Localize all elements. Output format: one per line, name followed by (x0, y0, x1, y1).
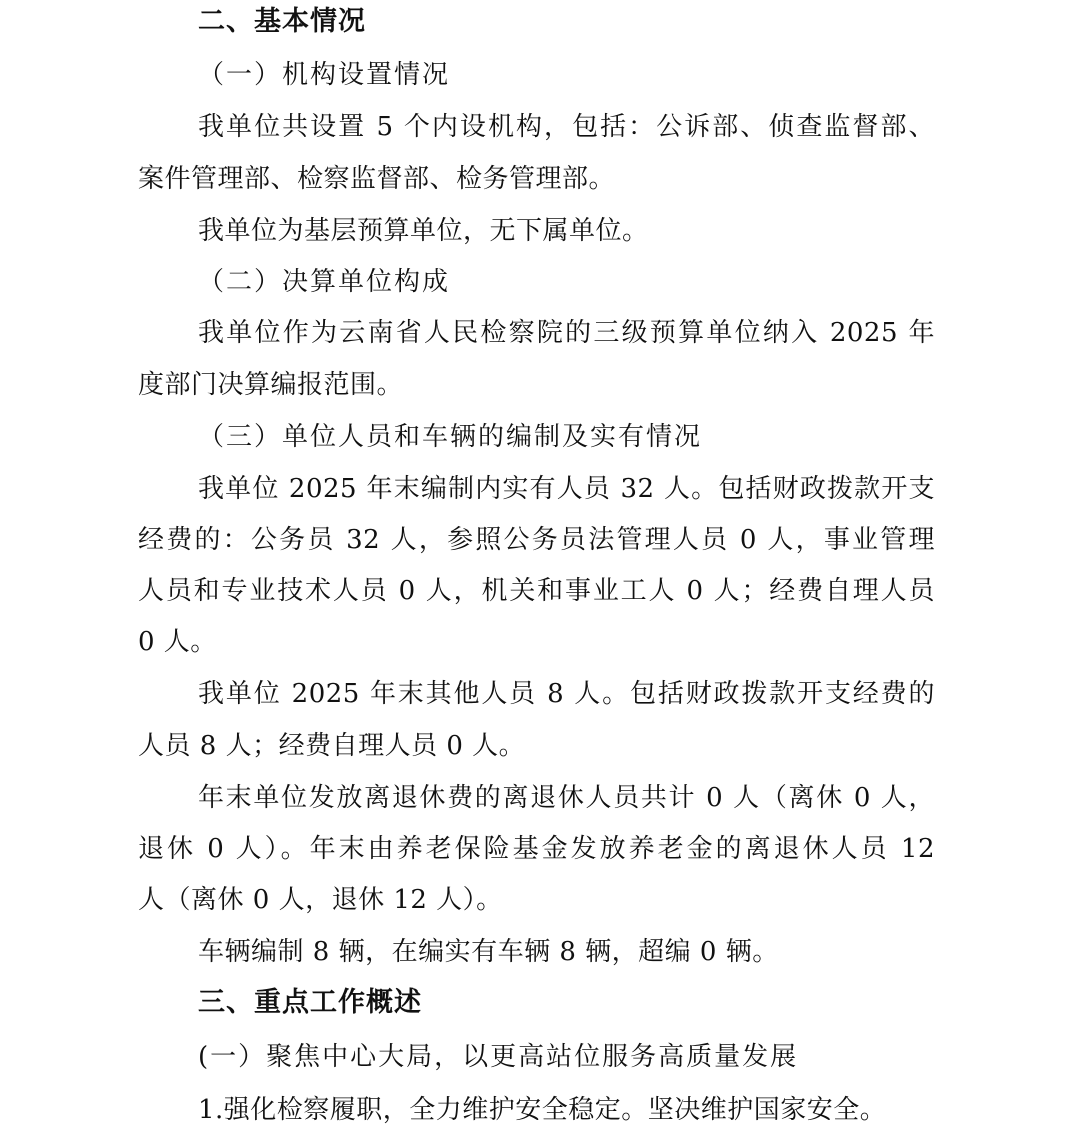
paragraph-line: 人员 8 人；经费自理人员 0 人。 (138, 731, 526, 761)
paragraph-line: 案件管理部、检察监督部、检务管理部。 (138, 164, 616, 194)
subheading-org-setup: （一）机构设置情况 (198, 60, 451, 90)
paragraph-line: 我单位作为云南省人民检察院的三级预算单位纳入 2025 年 (198, 318, 935, 348)
paragraph-line: 年末单位发放离退休费的离退休人员共计 0 人（离休 0 人， (198, 783, 935, 813)
subheading-focus-center: (一）聚焦中心大局，以更高站位服务高质量发展 (198, 1042, 799, 1072)
paragraph-line: 我单位共设置 5 个内设机构，包括：公诉部、侦查监督部、 (198, 112, 935, 142)
paragraph-line: 度部门决算编报范围。 (138, 370, 404, 400)
paragraph-line: 人（离休 0 人，退休 12 人）。 (138, 885, 503, 915)
subheading-budget-unit: （二）决算单位构成 (198, 267, 451, 297)
paragraph-line: 经费的：公务员 32 人，参照公务员法管理人员 0 人，事业管理 (138, 525, 935, 555)
paragraph-line: 退休 0 人）。年末由养老保险基金发放养老金的离退休人员 12 (138, 834, 935, 864)
paragraph-line: 我单位为基层预算单位，无下属单位。 (198, 216, 649, 246)
section-heading-key-work: 三、重点工作概述 (198, 987, 422, 1018)
section-heading-basic-info: 二、基本情况 (198, 6, 366, 37)
subheading-staff-vehicles: （三）单位人员和车辆的编制及实有情况 (198, 422, 703, 452)
paragraph-line: 人员和专业技术人员 0 人，机关和事业工人 0 人；经费自理人员 (138, 576, 935, 606)
paragraph-line: 0 人。 (138, 627, 217, 657)
paragraph-line: 车辆编制 8 辆，在编实有车辆 8 辆，超编 0 辆。 (198, 937, 779, 967)
paragraph-line: 1.强化检察履职，全力维护安全稳定。坚决维护国家安全。 (198, 1095, 887, 1125)
paragraph-line: 我单位 2025 年末编制内实有人员 32 人。包括财政拨款开支 (198, 474, 935, 504)
paragraph-line: 我单位 2025 年末其他人员 8 人。包括财政拨款开支经费的 (198, 679, 935, 709)
